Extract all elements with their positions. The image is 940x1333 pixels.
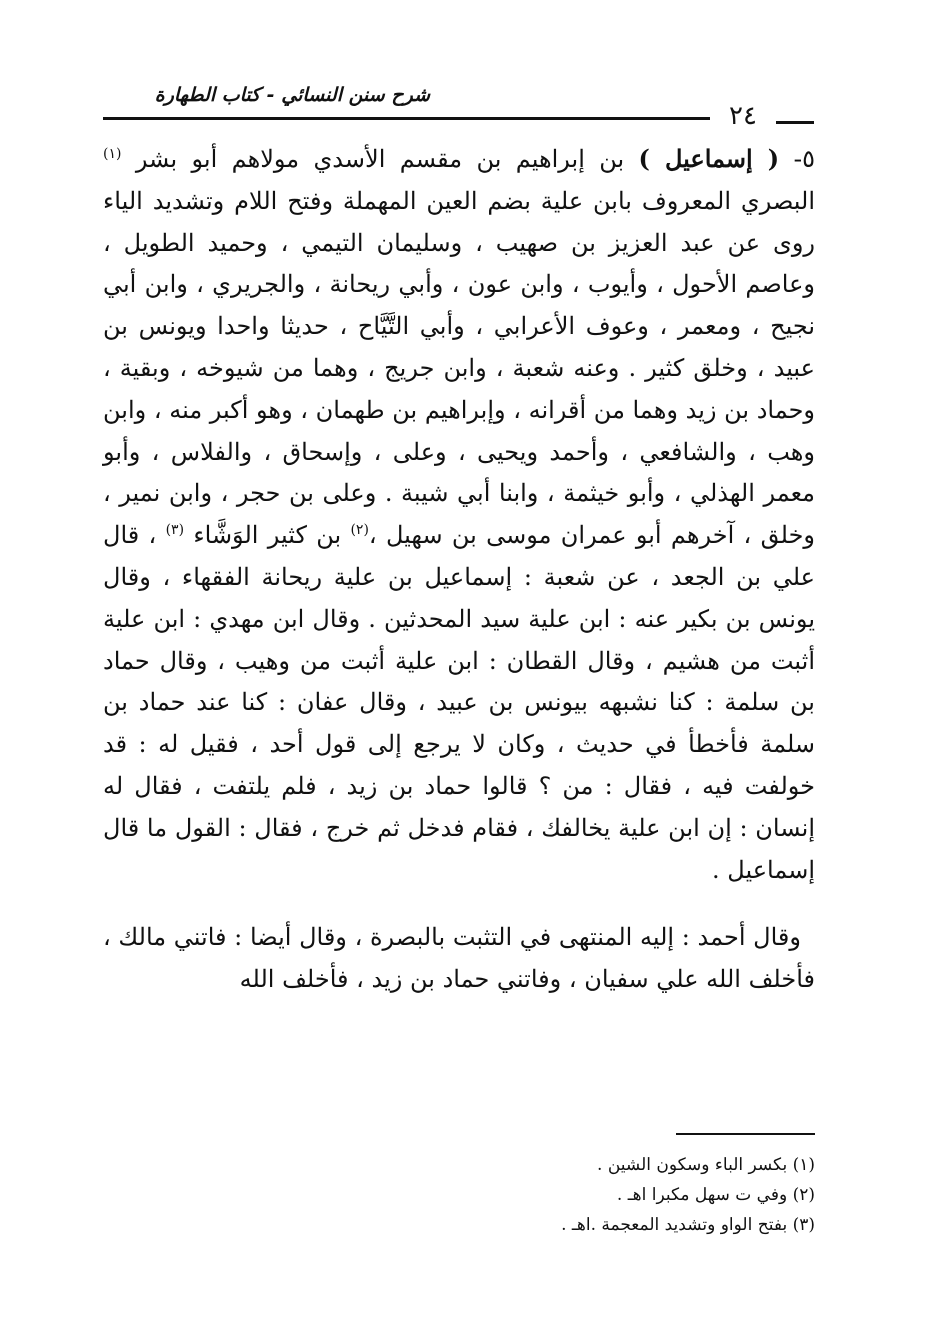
entry-paragraph [103, 138, 815, 891]
page-number-dash [776, 121, 814, 124]
main-text [103, 138, 815, 1001]
entry-text-4: ، قال علي بن الجعد ، عن شعبة : إسماعيل بن علية ريحانة الفقهاء ، وقال يونس بن بكير عنه : ابن علية سيد المحدثين . وقال ابن مهدي : ابن علية أثبت من هشيم ، وقال القطان : ابن علية أثبت من وهيب ، وقال حماد بن سلمة : كنا نشبهه بيونس بن عبيد ، وقال عفان : كنا عند حماد بن سلمة فأخطأ في حديث ، وكان لا يرجع إلى قول أحد ، فقيل له : قد خولفت فيه ، فقال : من ؟ قالوا حماد بن زيد ، فلم يلتفت ، فقال له إنسان : إن ابن علية يخالفك ، فقام فدخل ثم خرج ، فقال : القول ما قال إسماعيل . [103, 521, 815, 884]
footnote-ref-1: (١) [103, 146, 122, 162]
footnote-ref-3: (٣) [165, 522, 185, 539]
header-rule [103, 117, 710, 120]
footnote-ref-2: (٢) [350, 522, 369, 539]
running-title: شرح سنن النسائي - كتاب الطهارة [154, 84, 430, 106]
entry-number: ٥- [779, 145, 816, 173]
entry-text-2: البصري المعروف بابن علية بضم العين المهملة وفتح اللام وتشديد الياء روى عن عبد العزيز بن صهيب ، وسليمان التيمي ، وحميد الطويل ، وعاصم الأحول ، وأيوب ، وابن عون ، وأبي ريحانة ، والجريري ، وابن أبي نجيح ، ومعمر ، وعوف الأعرابي ، وأبي التَّيَّاح ، حديثا واحدا ويونس بن عبيد ، وخلق كثير . وعنه شعبة ، وابن جريج ، وهما من شيوخه ، وبقية ، وحماد بن زيد وهما من أقرانه ، وإبراهيم بن طهمان ، وهو أكبر منه ، وابن وهب ، والشافعي ، وأحمد ويحيى ، وعلى ، وإسحاق ، والفلاس ، وأبو معمر الهذلي ، وأبو خيثمة ، وابنا أبي شيبة . وعلى بن حجر ، وابن نمير ، وخلق ، آخرهم أبو عمران موسى بن سهيل ، [103, 186, 816, 550]
page-number: ٢٤ [729, 101, 757, 131]
entry-text-1: بن إبراهيم بن مقسم الأسدي مولاهم أبو بشر [121, 145, 639, 173]
footnote-2: (٢) وفي ت سهل مكبرا اهـ . [616, 1185, 815, 1205]
entry-name: ( إسماعيل ) [638, 144, 780, 173]
footnote-rule [676, 1133, 815, 1135]
footnote-3: (٣) بفتح الواو وتشديد المعجمة .اهـ . [561, 1215, 815, 1235]
entry-text-3: بن كثير الوَشَّاء [184, 521, 351, 550]
footnote-1: (١) بكسر الباء وسكون الشين . [597, 1155, 815, 1175]
footnotes [300, 1150, 815, 1240]
second-paragraph: وقال أحمد : إليه المنتهى في التثبت بالبصرة ، وقال أيضا : فاتني مالك ، فأخلف الله علي سفيان ، وفاتني حماد بن زيد ، فأخلف الله [103, 923, 815, 994]
